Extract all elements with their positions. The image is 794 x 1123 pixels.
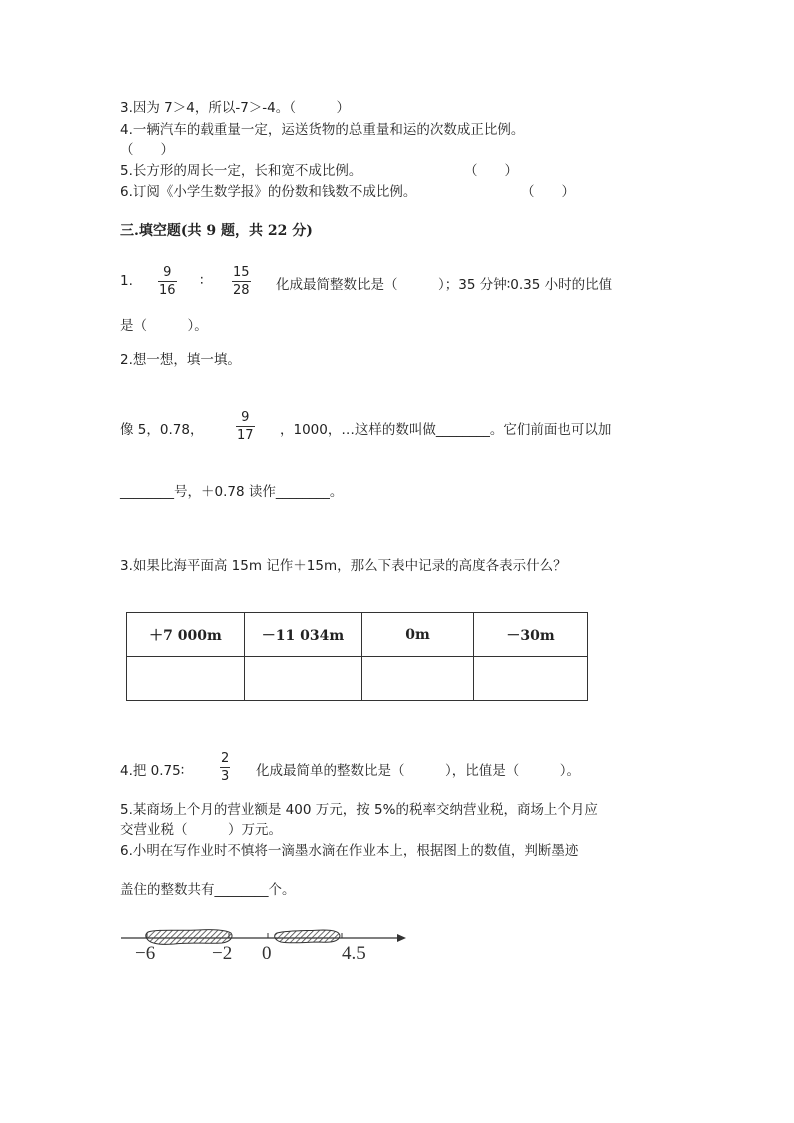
judgment-q5-answer-paren: （ ） [464, 163, 518, 179]
fraction-bar [220, 767, 230, 768]
fill1-line2: 是（ ）。 [120, 318, 208, 334]
ink-blot-right [275, 930, 340, 943]
fraction-bar [232, 281, 251, 282]
fill6-line1: 6.小明在写作业时不慎将一滴墨水滴在作业本上，根据图上的数值，判断墨迹 [120, 843, 579, 859]
judgment-q4-answer-paren: （ ） [120, 142, 174, 158]
number-line-label: −6 [135, 943, 156, 964]
fill6-line2: 盖住的整数共有________个。 [120, 882, 296, 898]
fill1-fraction-1 [158, 265, 177, 298]
table-answer-cell[interactable] [474, 657, 588, 701]
table-answer-cell[interactable] [127, 657, 245, 701]
number-line-label: 0 [262, 943, 272, 964]
judgment-q6: 6.订阅《小学生数学报》的份数和钱数不成比例。 [120, 184, 417, 200]
fraction-numerator: 9 [163, 265, 172, 280]
table-header-cell: 0m [362, 613, 474, 657]
fill1-fraction-2 [232, 265, 251, 298]
fraction-denominator: 16 [159, 283, 176, 298]
table-header-cell: ＋7 000m [127, 613, 245, 657]
judgment-q6-answer-paren: （ ） [521, 184, 575, 200]
fill5-line1: 5.某商场上个月的营业额是 400 万元，按 5%的税率交纳营业税，商场上个月应 [120, 802, 598, 818]
fill4-pre: 4.把 0.75∶ [120, 763, 185, 779]
judgment-q3: 3.因为 7＞4，所以-7＞-4。（ ） [120, 100, 351, 116]
number-line-label: 4.5 [342, 943, 366, 964]
fraction-denominator: 17 [237, 428, 254, 443]
fraction-bar [236, 426, 255, 427]
table-header-row [127, 613, 588, 657]
judgment-q5: 5.长方形的周长一定，长和宽不成比例。 [120, 163, 363, 179]
fill1-colon: ∶ [200, 273, 204, 289]
fill5-line2: 交营业税（ ）万元。 [120, 822, 282, 838]
fraction-bar [158, 281, 177, 282]
number-line-arrow-icon [397, 934, 406, 942]
judgment-q4-line1: 4.一辆汽车的载重量一定，运送货物的总重量和运的次数成正比例。 [120, 122, 525, 138]
fill4-fraction [220, 751, 230, 784]
table-answer-cell[interactable] [362, 657, 474, 701]
fill2-pre: 像 5，0.78， [120, 422, 204, 438]
fill2-title: 2.想一想，填一填。 [120, 352, 241, 368]
fill2-post: ，1000，…这样的数叫做________。它们前面也可以加 [280, 422, 612, 438]
fraction-numerator: 9 [241, 410, 250, 425]
fraction-numerator: 15 [233, 265, 250, 280]
fill1-number: 1. [120, 273, 133, 289]
fraction-denominator: 3 [221, 769, 230, 784]
fill1-text: 化成最简整数比是（ ）；35 分钟∶0.35 小时的比值 [276, 277, 613, 293]
table-header-cell: －30m [474, 613, 588, 657]
table-header-cell: －11 034m [245, 613, 362, 657]
fill4-post: 化成最简单的整数比是（ ），比值是（ ）。 [256, 763, 580, 779]
fill2-fraction [236, 410, 255, 443]
number-line-label: −2 [212, 943, 233, 964]
fill3-question: 3.如果比海平面高 15m 记作＋15m，那么下表中记录的高度各表示什么？ [120, 558, 567, 574]
fraction-denominator: 28 [233, 283, 250, 298]
table-answer-row [127, 657, 588, 701]
fraction-numerator: 2 [221, 751, 230, 766]
section-heading: 三.填空题(共 9 题，共 22 分) [120, 223, 313, 239]
fill2-line2: ________号，＋0.78 读作________。 [120, 484, 344, 500]
heights-table [126, 612, 588, 701]
table-answer-cell[interactable] [245, 657, 362, 701]
